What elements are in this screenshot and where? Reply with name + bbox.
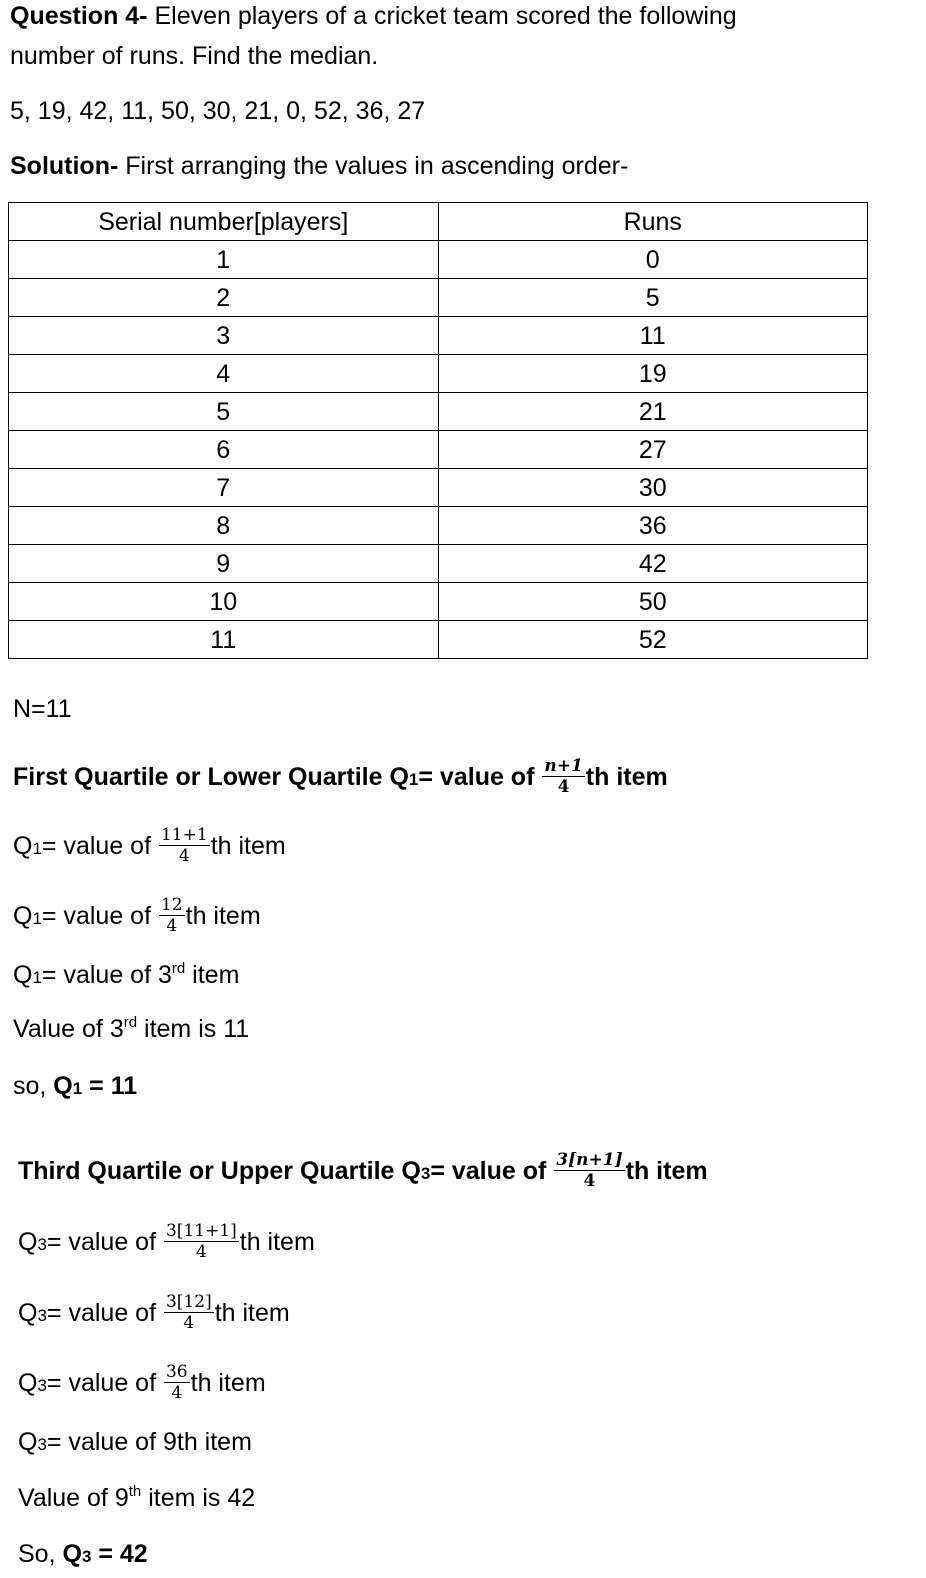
table-row xyxy=(9,507,868,545)
runs-cell: 27 xyxy=(438,431,868,469)
runs-cell: 50 xyxy=(438,583,868,621)
runs-cell: 11 xyxy=(438,317,868,355)
table-row xyxy=(9,431,868,469)
q1-heading-text: First Quartile or Lower Quartile Q xyxy=(13,763,409,792)
fraction-numerator: 12 xyxy=(160,895,183,915)
result-prefix: So, xyxy=(18,1540,63,1568)
n-line: N=11 xyxy=(13,695,72,723)
q1-heading-end: th item xyxy=(585,763,668,792)
value-of-text: = value of xyxy=(46,1228,163,1257)
q1-result-value: = 11 xyxy=(82,1072,138,1100)
serial-cell: 8 xyxy=(9,507,439,545)
fraction-denominator: 4 xyxy=(183,1313,195,1333)
result-prefix: so, xyxy=(13,1072,54,1100)
q3-subscript: 3 xyxy=(420,1164,431,1184)
table-row xyxy=(9,545,868,583)
q3-heading-mid: = value of xyxy=(430,1157,554,1186)
q1-step-1 xyxy=(13,827,286,868)
q3-subscript: 3 xyxy=(37,1376,47,1396)
q3-heading-text: Third Quartile or Upper Quartile Q xyxy=(18,1157,421,1186)
q1-heading xyxy=(13,758,668,799)
serial-cell: 2 xyxy=(9,279,439,317)
q1-step-3 xyxy=(13,960,239,994)
fraction-denominator: 4 xyxy=(557,777,570,797)
q1-heading-mid: = value of xyxy=(418,763,542,792)
ordinal-superscript: rd xyxy=(123,1014,138,1031)
th-item-text: th item xyxy=(210,832,286,861)
fraction-denominator: 4 xyxy=(178,846,190,866)
fraction-numerator: 3[12] xyxy=(165,1292,212,1312)
q1-subscript: 1 xyxy=(72,1079,83,1098)
table-row xyxy=(9,279,868,317)
ordinal-superscript: th xyxy=(128,1483,142,1500)
solution-label: Solution- xyxy=(10,152,119,180)
q-letter: Q xyxy=(18,1428,38,1456)
q1-value-line xyxy=(13,1014,249,1048)
q1-step-1-fraction xyxy=(159,825,210,866)
value-of-text: Value of 3 xyxy=(13,1015,124,1043)
q-letter: Q xyxy=(13,832,33,861)
runs-cell: 42 xyxy=(438,545,868,583)
q3-step-2 xyxy=(18,1294,290,1335)
item-text: item xyxy=(185,961,240,989)
runs-table xyxy=(8,202,868,659)
table-row xyxy=(9,583,868,621)
table-header-row xyxy=(9,203,868,241)
fraction-denominator: 4 xyxy=(195,1242,207,1262)
question-line-2: number of runs. Find the median. xyxy=(10,42,379,70)
q1-result xyxy=(13,1071,137,1104)
table-row xyxy=(9,317,868,355)
q3-subscript: 3 xyxy=(37,1235,47,1255)
q3-step-1-fraction xyxy=(164,1221,239,1262)
fraction-numerator: n+1 xyxy=(544,756,583,776)
th-item-text: th item xyxy=(190,1369,266,1398)
fraction-denominator: 4 xyxy=(171,1383,183,1403)
value-of-text: = value of xyxy=(41,902,158,931)
value-of-text: = value of xyxy=(46,1299,163,1328)
value-of-text: = value of xyxy=(41,832,158,861)
runs-cell: 0 xyxy=(438,241,868,279)
serial-cell: 10 xyxy=(9,583,439,621)
table-row xyxy=(9,469,868,507)
th-item-text: th item xyxy=(185,902,261,931)
runs-cell: 21 xyxy=(438,393,868,431)
q1-subscript: 1 xyxy=(32,968,42,987)
serial-cell: 1 xyxy=(9,241,439,279)
serial-cell: 3 xyxy=(9,317,439,355)
table-row xyxy=(9,393,868,431)
q-letter: Q xyxy=(53,1072,73,1100)
q3-subscript: 3 xyxy=(81,1547,92,1566)
header-serial: Serial number[players] xyxy=(9,203,439,241)
header-runs: Runs xyxy=(438,203,868,241)
item-value-text: item is 42 xyxy=(141,1484,256,1512)
serial-cell: 9 xyxy=(9,545,439,583)
runs-cell: 5 xyxy=(438,279,868,317)
solution-line xyxy=(10,151,628,181)
q1-heading-fraction xyxy=(542,756,584,797)
question-values: 5, 19, 42, 11, 50, 30, 21, 0, 52, 36, 27 xyxy=(10,97,426,125)
q1-subscript: 1 xyxy=(32,839,42,859)
runs-cell: 19 xyxy=(438,355,868,393)
value-of-text: Value of 9 xyxy=(18,1484,129,1512)
q-letter: Q xyxy=(62,1540,82,1568)
table-row xyxy=(9,241,868,279)
q-letter: Q xyxy=(18,1369,38,1398)
q1-step-2-fraction xyxy=(159,895,185,936)
q3-value-line xyxy=(18,1483,255,1517)
serial-cell: 4 xyxy=(9,355,439,393)
value-of-text: = value of 9th item xyxy=(46,1428,252,1456)
serial-cell: 7 xyxy=(9,469,439,507)
q3-step-3 xyxy=(18,1364,266,1405)
q3-heading xyxy=(18,1152,708,1193)
fraction-numerator: 3[n+1] xyxy=(556,1150,623,1170)
item-value-text: item is 11 xyxy=(137,1015,250,1043)
fraction-numerator: 36 xyxy=(165,1362,188,1382)
question-text: Eleven players of a cricket team scored the following xyxy=(147,2,737,30)
serial-cell: 5 xyxy=(9,393,439,431)
serial-cell: 11 xyxy=(9,621,439,659)
solution-text: First arranging the values in ascending order- xyxy=(118,152,629,180)
serial-cell: 6 xyxy=(9,431,439,469)
table-row xyxy=(9,621,868,659)
q3-heading-end: th item xyxy=(625,1157,708,1186)
q-letter: Q xyxy=(13,961,33,989)
q3-result xyxy=(18,1539,148,1572)
q3-step-3-fraction xyxy=(164,1362,190,1403)
fraction-denominator: 4 xyxy=(166,916,178,936)
q3-subscript: 3 xyxy=(37,1435,47,1454)
q1-step-2 xyxy=(13,897,261,938)
q1-subscript: 1 xyxy=(32,909,42,929)
runs-cell: 36 xyxy=(438,507,868,545)
question-label: Question 4- xyxy=(10,2,148,30)
q-letter: Q xyxy=(18,1228,38,1257)
runs-cell: 52 xyxy=(438,621,868,659)
q-letter: Q xyxy=(13,902,33,931)
value-of-text: = value of 3 xyxy=(41,961,172,989)
fraction-numerator: 11+1 xyxy=(160,825,208,845)
table-row xyxy=(9,355,868,393)
q3-step-2-fraction xyxy=(164,1292,214,1333)
q-letter: Q xyxy=(18,1299,38,1328)
ordinal-superscript: rd xyxy=(171,960,186,977)
question-line-1 xyxy=(10,1,737,31)
runs-cell: 30 xyxy=(438,469,868,507)
th-item-text: th item xyxy=(214,1299,290,1328)
q1-subscript: 1 xyxy=(408,770,419,790)
q3-step-1 xyxy=(18,1223,315,1264)
value-of-text: = value of xyxy=(46,1369,163,1398)
q3-step-4 xyxy=(18,1427,252,1460)
th-item-text: th item xyxy=(239,1228,315,1257)
fraction-numerator: 3[11+1] xyxy=(165,1221,237,1241)
q3-result-value: = 42 xyxy=(91,1540,148,1568)
fraction-denominator: 4 xyxy=(583,1171,596,1191)
q3-heading-fraction xyxy=(554,1150,624,1191)
q3-subscript: 3 xyxy=(37,1306,47,1326)
